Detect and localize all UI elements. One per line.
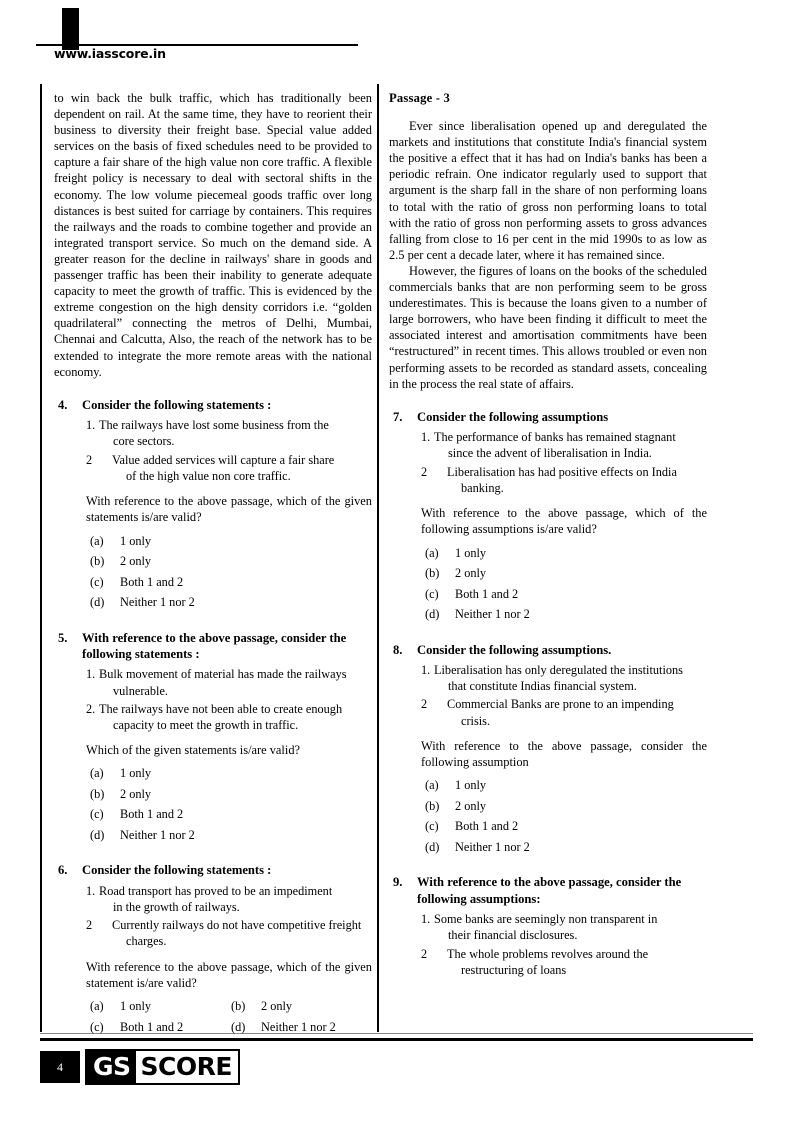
option-key: (b)	[90, 554, 105, 568]
option-item[interactable]	[425, 563, 707, 584]
statement-item	[421, 662, 707, 694]
option-key: (a)	[425, 545, 439, 560]
statement-list	[54, 417, 372, 484]
question-number: 5.	[58, 630, 68, 645]
statement-line-2: vulnerable.	[113, 683, 168, 698]
site-url: www.iasscore.in	[54, 46, 166, 61]
option-label: 1 only	[455, 545, 487, 560]
option-item[interactable]	[90, 825, 372, 846]
statement-line-2: crisis.	[461, 713, 491, 728]
passage-title: Passage - 3	[389, 91, 450, 105]
statement-text	[447, 946, 707, 978]
statement-line-2: in the growth of railways.	[113, 900, 240, 915]
statement-item	[86, 417, 372, 449]
option-list	[90, 763, 372, 845]
statement-line-1: Some banks are seemingly non transparent in	[434, 912, 658, 927]
statement-text	[447, 464, 707, 496]
question-heading	[54, 397, 372, 413]
statement-list	[389, 429, 707, 496]
question-title: With reference to the above passage, consider the following statements :	[82, 630, 347, 661]
question-block	[54, 862, 372, 1037]
page-header	[0, 0, 794, 62]
statement-line-1: The railways have lost some business from the	[99, 418, 329, 433]
option-label: 2 only	[261, 999, 293, 1014]
statement-line-1: The railways have not been able to create enough	[99, 701, 343, 716]
statement-line-2: core sectors.	[113, 434, 175, 449]
question-title: Consider the following statements :	[82, 863, 272, 878]
question-heading	[389, 409, 707, 425]
statement-line-2: since the advent of liberalisation in India.	[448, 446, 652, 461]
statement-line-1: The performance of banks has remained stagnant	[434, 430, 676, 445]
statement-number: 2	[421, 464, 428, 479]
statement-text	[99, 417, 372, 449]
statement-text	[112, 917, 372, 949]
statement-line-2: that constitute Indias financial system.	[448, 679, 637, 694]
statement-text	[434, 911, 707, 943]
statement-number: 2	[86, 452, 93, 467]
option-label: Neither 1 nor 2	[120, 827, 195, 842]
option-label: 2 only	[120, 786, 152, 801]
column-divider-rule	[377, 84, 379, 1032]
question-block	[389, 409, 707, 625]
option-label: 2 only	[455, 798, 487, 813]
question-stem: Which of the given statements is/are valid?	[86, 743, 301, 758]
statement-number: 1.	[421, 912, 431, 927]
question-stem: With reference to the above passage, consider the following assumption	[421, 738, 707, 770]
option-item[interactable]	[425, 775, 707, 796]
question-number: 6.	[58, 863, 68, 878]
question-heading	[389, 874, 707, 907]
statement-line-1: Value added services will capture a fair share	[112, 452, 335, 467]
option-item[interactable]	[90, 592, 372, 613]
statement-item	[86, 666, 372, 698]
option-label: Neither 1 nor 2	[455, 839, 530, 854]
option-list	[90, 531, 372, 613]
statement-line-2: charges.	[126, 934, 167, 949]
option-label: 1 only	[455, 778, 487, 793]
statement-line-1: Commercial Banks are prone to an impending	[447, 697, 674, 712]
question-title: Consider the following assumptions.	[417, 642, 612, 657]
option-key: (c)	[425, 819, 439, 834]
statement-number: 2.	[86, 701, 96, 716]
option-key: (a)	[90, 533, 104, 548]
statement-text	[447, 696, 707, 728]
page-number: 4	[57, 1060, 63, 1074]
statement-number: 1.	[421, 430, 431, 445]
statement-number: 2	[421, 946, 428, 961]
statement-item	[86, 883, 372, 915]
statement-text	[434, 662, 707, 694]
statement-list	[54, 883, 372, 950]
option-label: Both 1 and 2	[120, 574, 184, 589]
option-item[interactable]	[231, 996, 372, 1017]
option-list	[90, 996, 372, 1037]
statement-number: 1.	[421, 662, 431, 677]
question-heading	[389, 642, 707, 658]
option-key: (c)	[90, 574, 104, 589]
left-margin-rule	[40, 84, 42, 1032]
statement-list	[389, 911, 707, 978]
option-item[interactable]	[90, 531, 372, 552]
right-text-column	[389, 90, 707, 980]
option-key: (a)	[90, 999, 104, 1014]
statement-text	[434, 429, 707, 461]
option-label: Both 1 and 2	[455, 819, 519, 834]
statement-item	[86, 452, 372, 484]
statement-item	[421, 696, 707, 728]
statement-line-2: banking.	[461, 480, 504, 495]
question-block	[389, 642, 707, 858]
question-title: With reference to the above passage, consider the following assumptions:	[417, 875, 682, 906]
question-number: 4.	[58, 397, 68, 412]
passage-paragraph: However, the figures of loans on the books of the scheduled commercials banks that are non performing seem to be gross underestimates. This is because the loans given to a number of large borrowers, who have been finding it difficult to meet the associated interest and amortisation commitments have been “restructured” in recent times. This allows troubled or even non performing assets to be recorded as standard assets, concealing in the process the real state of affairs.	[389, 263, 707, 391]
question-block	[54, 630, 372, 846]
question-block	[389, 874, 707, 978]
question-stem: With reference to the above passage, which of the given statement is/are valid?	[86, 959, 372, 990]
option-item[interactable]	[425, 543, 707, 564]
statement-text	[112, 452, 372, 484]
statement-list	[389, 662, 707, 729]
statement-item	[86, 917, 372, 949]
option-key: (c)	[90, 1019, 104, 1034]
option-key: (d)	[425, 607, 440, 621]
option-key: (a)	[425, 778, 439, 793]
option-label: Neither 1 nor 2	[120, 595, 195, 609]
statement-item	[421, 911, 707, 943]
question-title: Consider the following assumptions	[417, 409, 609, 424]
statement-number: 2	[86, 918, 93, 933]
option-key: (a)	[90, 766, 104, 781]
statement-number: 2	[421, 697, 428, 712]
passage-paragraph: Ever since liberalisation opened up and deregulated the markets and institutions that constitute India's financial system the positive a effect that it has had on India's banks has been a periodic refrain. One indicator regularly used to support that argument is the sharp fall in the share of non performing loans to total with the ratio of gross non performing loans to total with the ratio of gross non performing assets to gross advances falling from close to 16 per cent in the mid 1990s to as low as 2.5 per cent a decade later, where it has remained since.	[389, 119, 707, 262]
option-key: (d)	[90, 827, 105, 842]
left-text-column	[54, 90, 372, 1037]
statement-line-2: their financial disclosures.	[448, 928, 578, 943]
statement-item	[421, 946, 707, 978]
statement-text	[99, 883, 372, 915]
option-key: (b)	[425, 566, 440, 580]
logo-score-text: SCORE	[136, 1051, 238, 1083]
question-number: 9.	[393, 875, 403, 890]
option-item[interactable]	[90, 1017, 231, 1038]
statement-text	[99, 666, 372, 698]
question-heading	[54, 630, 372, 663]
option-label: Both 1 and 2	[120, 1019, 184, 1034]
statement-item	[86, 701, 372, 733]
option-key: (c)	[425, 586, 439, 601]
question-stem: With reference to the above passage, which of the given statements is/are valid?	[86, 493, 372, 525]
option-label: Neither 1 nor 2	[455, 607, 530, 621]
passage-paragraph: to win back the bulk traffic, which has traditionally been dependent on rail. At the same time, they have to reorient their business to diversity their freight base. Special value added services on the basis of fixed schedules need to be provided to capture a fair share of the high value non core traffic. A flexible freight policy is necessary to deal with sectoral shifts in the economy. The low volume piecemeal goods traffic over long distances is best suited for carriage by containers. This requires the railways and the roads to combine together and provide an integrated transport service. So much on the demand side. A greater reason for the decline in railways' share in goods and passenger traffic has been their inability to generate adequate capacity to meet the growth of traffic. This is evidenced by the extreme congestion on the high density corridors i.e. “golden quadrilateral” connecting the metros of Delhi, Mumbai, Chennai and Calcutta, Also, the reach of the network has to be extended to integrate the more remote areas with the national economy.	[54, 91, 372, 379]
statement-line-1: Liberalisation has only deregulated the institutions	[434, 662, 683, 677]
option-label: 2 only	[120, 554, 152, 568]
statement-item	[421, 464, 707, 496]
option-item[interactable]	[425, 816, 707, 837]
option-item[interactable]	[90, 784, 372, 805]
option-item[interactable]	[425, 604, 707, 625]
question-number: 7.	[393, 409, 403, 424]
question-title: Consider the following statements :	[82, 397, 272, 412]
statement-number: 1.	[86, 883, 96, 898]
question-stem: With reference to the above passage, which of the following assumptions is/are valid?	[421, 505, 707, 537]
statement-text	[99, 701, 372, 733]
option-item[interactable]	[90, 551, 372, 572]
option-key: (b)	[425, 798, 440, 813]
gs-score-logo	[85, 1049, 240, 1085]
question-block	[54, 397, 372, 613]
option-item[interactable]	[90, 572, 372, 593]
option-key: (c)	[90, 807, 104, 822]
option-label: 1 only	[120, 999, 152, 1014]
statement-line-1: Liberalisation has had positive effects on India	[447, 464, 677, 479]
statement-line-1: The whole problems revolves around the	[447, 946, 649, 961]
statement-line-1: Currently railways do not have competitive freight	[112, 918, 362, 933]
statement-list	[54, 666, 372, 733]
option-key: (b)	[231, 999, 246, 1014]
statement-line-1: Road transport has proved to be an impediment	[99, 883, 333, 898]
option-key: (d)	[231, 1019, 246, 1034]
statement-number: 1.	[86, 667, 96, 682]
option-item[interactable]	[425, 837, 707, 858]
question-heading	[54, 862, 372, 878]
option-item[interactable]	[90, 804, 372, 825]
option-key: (d)	[90, 595, 105, 609]
statement-number: 1.	[86, 418, 96, 433]
option-list	[425, 543, 707, 625]
statement-line-1: Bulk movement of material has made the railways	[99, 667, 347, 682]
option-list	[425, 775, 707, 857]
page-footer	[0, 1041, 794, 1123]
option-item[interactable]	[425, 584, 707, 605]
option-label: 1 only	[120, 766, 152, 781]
statement-item	[421, 429, 707, 461]
statement-line-2: of the high value non core traffic.	[126, 468, 291, 483]
option-item[interactable]	[425, 796, 707, 817]
option-label: 2 only	[455, 566, 487, 580]
option-key: (b)	[90, 786, 105, 801]
option-item[interactable]	[90, 763, 372, 784]
option-item[interactable]	[90, 996, 231, 1017]
option-label: Both 1 and 2	[455, 586, 519, 601]
statement-line-2: restructuring of loans	[461, 962, 567, 977]
option-label: Both 1 and 2	[120, 807, 184, 822]
logo-gs-text: GS	[87, 1051, 136, 1083]
option-label: 1 only	[120, 533, 152, 548]
question-number: 8.	[393, 642, 403, 657]
option-item[interactable]	[231, 1017, 372, 1038]
option-label: Neither 1 nor 2	[261, 1019, 336, 1034]
option-key: (d)	[425, 839, 440, 854]
statement-line-2: capacity to meet the growth in traffic.	[113, 717, 299, 732]
